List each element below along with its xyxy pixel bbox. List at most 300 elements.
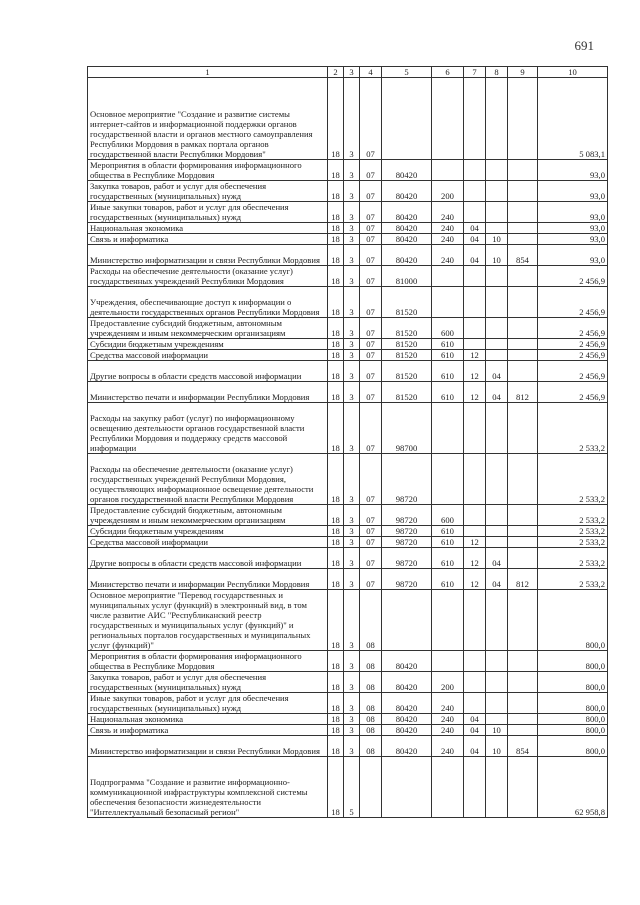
- code-col-8: [486, 403, 508, 454]
- code-col-3: 3: [344, 202, 360, 223]
- code-col-9: [508, 537, 538, 548]
- amount-cell: 800,0: [538, 590, 608, 651]
- code-col-6: [432, 78, 464, 160]
- code-col-7: [464, 672, 486, 693]
- row-label: Иные закупки товаров, работ и услуг для обеспечения государственных (муниципальных) нужд: [88, 693, 328, 714]
- code-col-4: [360, 757, 382, 818]
- code-col-2: 18: [328, 223, 344, 234]
- code-col-3: 5: [344, 757, 360, 818]
- code-col-6: 240: [432, 693, 464, 714]
- code-col-3: 3: [344, 78, 360, 160]
- code-col-9: [508, 202, 538, 223]
- code-col-5: 98720: [382, 537, 432, 548]
- code-col-6: 610: [432, 350, 464, 361]
- table-row: [88, 160, 608, 181]
- code-col-3: 3: [344, 736, 360, 757]
- row-label: Другие вопросы в области средств массовой информации: [88, 548, 328, 569]
- code-col-9: [508, 361, 538, 382]
- amount-cell: 2 533,2: [538, 403, 608, 454]
- amount-cell: 2 533,2: [538, 537, 608, 548]
- code-col-9: [508, 403, 538, 454]
- row-label: Мероприятия в области формирования информационного общества в Республике Мордовия: [88, 651, 328, 672]
- code-col-8: [486, 181, 508, 202]
- code-col-5: 80420: [382, 725, 432, 736]
- table-row: [88, 569, 608, 590]
- code-col-3: 3: [344, 223, 360, 234]
- code-col-8: 04: [486, 382, 508, 403]
- row-label: Министерство печати и информации Республики Мордовия: [88, 569, 328, 590]
- code-col-4: 08: [360, 714, 382, 725]
- amount-cell: 93,0: [538, 202, 608, 223]
- row-label: Средства массовой информации: [88, 537, 328, 548]
- code-col-7: [464, 318, 486, 339]
- code-col-3: 3: [344, 287, 360, 318]
- code-col-6: 240: [432, 714, 464, 725]
- table-row: [88, 714, 608, 725]
- row-label: Субсидии бюджетным учреждениям: [88, 339, 328, 350]
- code-col-2: 18: [328, 505, 344, 526]
- code-col-3: 3: [344, 590, 360, 651]
- code-col-3: 3: [344, 725, 360, 736]
- code-col-7: 04: [464, 725, 486, 736]
- code-col-4: 07: [360, 234, 382, 245]
- code-col-5: 81520: [382, 382, 432, 403]
- code-col-6: 610: [432, 339, 464, 350]
- code-col-4: 08: [360, 736, 382, 757]
- code-col-3: 3: [344, 537, 360, 548]
- code-col-8: [486, 693, 508, 714]
- code-col-7: [464, 505, 486, 526]
- code-col-6: 240: [432, 736, 464, 757]
- code-col-6: 200: [432, 672, 464, 693]
- amount-cell: 93,0: [538, 223, 608, 234]
- code-col-7: 04: [464, 234, 486, 245]
- code-col-2: 18: [328, 569, 344, 590]
- code-col-5: 80420: [382, 160, 432, 181]
- amount-cell: 2 456,9: [538, 382, 608, 403]
- code-col-6: 610: [432, 548, 464, 569]
- code-col-2: 18: [328, 590, 344, 651]
- code-col-9: [508, 714, 538, 725]
- code-col-9: 812: [508, 382, 538, 403]
- amount-cell: 800,0: [538, 725, 608, 736]
- table-row: [88, 548, 608, 569]
- row-label: Министерство информатизации и связи Республики Мордовия: [88, 736, 328, 757]
- code-col-5: 98720: [382, 526, 432, 537]
- row-label: Расходы на закупку работ (услуг) по информационному освещению деятельности органов государственной власти Республики Мордовия и поддержку средств массовой информации: [88, 403, 328, 454]
- code-col-3: 3: [344, 403, 360, 454]
- code-col-6: 610: [432, 537, 464, 548]
- code-col-3: 3: [344, 454, 360, 505]
- code-col-7: 12: [464, 382, 486, 403]
- code-col-6: [432, 757, 464, 818]
- code-col-6: 600: [432, 505, 464, 526]
- code-col-3: 3: [344, 526, 360, 537]
- page-number: 691: [574, 38, 594, 53]
- code-col-2: 18: [328, 160, 344, 181]
- code-col-5: 81520: [382, 339, 432, 350]
- code-col-4: 07: [360, 350, 382, 361]
- row-label: Национальная экономика: [88, 714, 328, 725]
- code-col-5: 80420: [382, 181, 432, 202]
- budget-table: [87, 66, 608, 818]
- code-col-5: 98700: [382, 403, 432, 454]
- code-col-8: 10: [486, 725, 508, 736]
- code-col-8: [486, 537, 508, 548]
- code-col-8: [486, 78, 508, 160]
- code-col-5: [382, 590, 432, 651]
- code-col-7: [464, 526, 486, 537]
- row-label: Другие вопросы в области средств массовой информации: [88, 361, 328, 382]
- code-col-7: [464, 287, 486, 318]
- code-col-6: 240: [432, 234, 464, 245]
- code-col-4: 07: [360, 505, 382, 526]
- amount-cell: 800,0: [538, 672, 608, 693]
- table-row: [88, 537, 608, 548]
- code-col-8: [486, 590, 508, 651]
- row-label: Учреждения, обеспечивающие доступ к информации о деятельности государственных органов Республики Мордовия: [88, 287, 328, 318]
- code-col-2: 18: [328, 454, 344, 505]
- code-col-5: 98720: [382, 454, 432, 505]
- code-col-9: [508, 181, 538, 202]
- code-col-5: 80420: [382, 672, 432, 693]
- code-col-6: [432, 403, 464, 454]
- code-col-8: [486, 318, 508, 339]
- code-col-5: 80420: [382, 234, 432, 245]
- code-col-6: 200: [432, 181, 464, 202]
- code-col-9: [508, 454, 538, 505]
- code-col-2: 18: [328, 403, 344, 454]
- code-col-3: 3: [344, 693, 360, 714]
- code-col-4: 07: [360, 223, 382, 234]
- row-label: Национальная экономика: [88, 223, 328, 234]
- code-col-8: 10: [486, 234, 508, 245]
- table-row: [88, 245, 608, 266]
- table-row: [88, 382, 608, 403]
- code-col-2: 18: [328, 202, 344, 223]
- code-col-8: [486, 339, 508, 350]
- code-col-6: 610: [432, 361, 464, 382]
- column-header: 4: [360, 67, 382, 78]
- code-col-7: 04: [464, 714, 486, 725]
- code-col-5: 80420: [382, 202, 432, 223]
- code-col-6: 600: [432, 318, 464, 339]
- code-col-3: 3: [344, 505, 360, 526]
- code-col-4: 07: [360, 403, 382, 454]
- code-col-6: 610: [432, 382, 464, 403]
- code-col-3: 3: [344, 350, 360, 361]
- code-col-7: [464, 454, 486, 505]
- code-col-3: 3: [344, 548, 360, 569]
- code-col-5: 80420: [382, 714, 432, 725]
- code-col-9: [508, 223, 538, 234]
- column-header: 1: [88, 67, 328, 78]
- table-row: [88, 672, 608, 693]
- code-col-7: 12: [464, 350, 486, 361]
- code-col-9: [508, 78, 538, 160]
- table-row: [88, 350, 608, 361]
- amount-cell: 800,0: [538, 651, 608, 672]
- code-col-2: 18: [328, 318, 344, 339]
- row-label: Предоставление субсидий бюджетным, автономным учреждениям и иным некоммерческим организациям: [88, 505, 328, 526]
- code-col-8: 04: [486, 361, 508, 382]
- code-col-9: 812: [508, 569, 538, 590]
- code-col-3: 3: [344, 318, 360, 339]
- column-header: 9: [508, 67, 538, 78]
- table-row: [88, 454, 608, 505]
- amount-cell: 93,0: [538, 245, 608, 266]
- code-col-4: 07: [360, 202, 382, 223]
- code-col-7: [464, 160, 486, 181]
- code-col-3: 3: [344, 382, 360, 403]
- code-col-3: 3: [344, 569, 360, 590]
- code-col-4: 08: [360, 725, 382, 736]
- code-col-3: 3: [344, 339, 360, 350]
- code-col-8: [486, 160, 508, 181]
- amount-cell: 2 533,2: [538, 505, 608, 526]
- code-col-4: 08: [360, 693, 382, 714]
- code-col-4: 07: [360, 318, 382, 339]
- code-col-8: [486, 505, 508, 526]
- row-label: Субсидии бюджетным учреждениям: [88, 526, 328, 537]
- code-col-5: [382, 757, 432, 818]
- code-col-6: 240: [432, 223, 464, 234]
- table-header-row: [88, 67, 608, 78]
- code-col-9: [508, 672, 538, 693]
- column-header: 2: [328, 67, 344, 78]
- code-col-2: 18: [328, 526, 344, 537]
- code-col-6: 610: [432, 526, 464, 537]
- table-row: [88, 78, 608, 160]
- code-col-6: 240: [432, 725, 464, 736]
- code-col-4: 07: [360, 181, 382, 202]
- code-col-8: [486, 287, 508, 318]
- code-col-2: 18: [328, 350, 344, 361]
- amount-cell: 5 083,1: [538, 78, 608, 160]
- code-col-7: 12: [464, 548, 486, 569]
- column-header: 10: [538, 67, 608, 78]
- row-label: Основное мероприятие "Создание и развитие системы интернет-сайтов и информационной поддержки органов государственной власти и органов местного самоуправления Республики Мордовия в рамках портала органов государственной власти Республики Мордовия": [88, 78, 328, 160]
- code-col-3: 3: [344, 245, 360, 266]
- table-row: [88, 287, 608, 318]
- code-col-7: [464, 651, 486, 672]
- code-col-5: 98720: [382, 548, 432, 569]
- code-col-5: 81520: [382, 287, 432, 318]
- code-col-9: [508, 287, 538, 318]
- code-col-2: 18: [328, 537, 344, 548]
- code-col-5: 81520: [382, 350, 432, 361]
- code-col-5: 81520: [382, 318, 432, 339]
- code-col-4: 07: [360, 537, 382, 548]
- amount-cell: 800,0: [538, 693, 608, 714]
- code-col-9: [508, 266, 538, 287]
- code-col-3: 3: [344, 651, 360, 672]
- code-col-7: 12: [464, 361, 486, 382]
- table-row: [88, 318, 608, 339]
- code-col-6: 240: [432, 202, 464, 223]
- code-col-7: [464, 590, 486, 651]
- table-row: [88, 361, 608, 382]
- code-col-7: [464, 339, 486, 350]
- code-col-5: 80420: [382, 651, 432, 672]
- code-col-7: 12: [464, 537, 486, 548]
- code-col-8: 04: [486, 569, 508, 590]
- amount-cell: 2 456,9: [538, 361, 608, 382]
- column-header: 5: [382, 67, 432, 78]
- code-col-2: 18: [328, 339, 344, 350]
- code-col-3: 3: [344, 672, 360, 693]
- table-row: [88, 339, 608, 350]
- code-col-4: 07: [360, 454, 382, 505]
- row-label: Министерство информатизации и связи Республики Мордовия: [88, 245, 328, 266]
- code-col-5: 80420: [382, 245, 432, 266]
- row-label: Связь и информатика: [88, 234, 328, 245]
- code-col-8: 10: [486, 736, 508, 757]
- code-col-6: [432, 590, 464, 651]
- code-col-5: 81520: [382, 361, 432, 382]
- code-col-4: 07: [360, 160, 382, 181]
- code-col-8: 04: [486, 548, 508, 569]
- code-col-2: 18: [328, 78, 344, 160]
- code-col-7: [464, 181, 486, 202]
- code-col-9: [508, 526, 538, 537]
- code-col-4: 07: [360, 548, 382, 569]
- code-col-7: [464, 693, 486, 714]
- code-col-3: 3: [344, 160, 360, 181]
- code-col-8: [486, 223, 508, 234]
- code-col-7: 04: [464, 223, 486, 234]
- table-row: [88, 736, 608, 757]
- code-col-6: [432, 287, 464, 318]
- table-row: [88, 202, 608, 223]
- code-col-9: [508, 725, 538, 736]
- row-label: Расходы на обеспечение деятельности (оказание услуг) государственных учреждений Республики Мордовия: [88, 266, 328, 287]
- code-col-2: 18: [328, 266, 344, 287]
- code-col-6: 240: [432, 245, 464, 266]
- code-col-2: 18: [328, 757, 344, 818]
- code-col-9: [508, 318, 538, 339]
- code-col-2: 18: [328, 245, 344, 266]
- code-col-4: 07: [360, 361, 382, 382]
- code-col-8: [486, 350, 508, 361]
- code-col-7: [464, 202, 486, 223]
- code-col-7: [464, 266, 486, 287]
- code-col-4: 07: [360, 526, 382, 537]
- code-col-5: 98720: [382, 569, 432, 590]
- code-col-5: 80420: [382, 223, 432, 234]
- table-row: [88, 693, 608, 714]
- amount-cell: 2 456,9: [538, 318, 608, 339]
- row-label: Закупка товаров, работ и услуг для обеспечения государственных (муниципальных) нужд: [88, 181, 328, 202]
- code-col-4: 07: [360, 78, 382, 160]
- column-header: 6: [432, 67, 464, 78]
- code-col-6: [432, 651, 464, 672]
- code-col-7: [464, 757, 486, 818]
- amount-cell: 93,0: [538, 160, 608, 181]
- table-row: [88, 526, 608, 537]
- code-col-2: 18: [328, 382, 344, 403]
- row-label: Основное мероприятие "Перевод государственных и муниципальных услуг (функций) в электронный вид, в том числе развитие АИС "Республиканский реестр государственных и муниципальных услуг (функций)" и региональных порталов государственных и муниципальных услуг (функций)": [88, 590, 328, 651]
- table-row: [88, 725, 608, 736]
- table-row: [88, 590, 608, 651]
- amount-cell: 2 533,2: [538, 569, 608, 590]
- code-col-3: 3: [344, 266, 360, 287]
- code-col-9: 854: [508, 736, 538, 757]
- code-col-2: 18: [328, 548, 344, 569]
- code-col-5: 81000: [382, 266, 432, 287]
- row-label: Подпрограмма "Создание и развитие информационно-коммуникационной инфраструктуры комплексной системы обеспечения безопасности жизнедеятельности "Интеллектуальный безопасный регион": [88, 757, 328, 818]
- code-col-8: [486, 757, 508, 818]
- row-label: Средства массовой информации: [88, 350, 328, 361]
- amount-cell: 800,0: [538, 736, 608, 757]
- amount-cell: 2 456,9: [538, 350, 608, 361]
- code-col-7: [464, 403, 486, 454]
- amount-cell: 800,0: [538, 714, 608, 725]
- code-col-2: 18: [328, 181, 344, 202]
- code-col-3: 3: [344, 714, 360, 725]
- row-label: Закупка товаров, работ и услуг для обеспечения государственных (муниципальных) нужд: [88, 672, 328, 693]
- table-row: [88, 223, 608, 234]
- code-col-6: 610: [432, 569, 464, 590]
- table-row: [88, 181, 608, 202]
- code-col-5: 80420: [382, 693, 432, 714]
- code-col-8: 10: [486, 245, 508, 266]
- code-col-5: 98720: [382, 505, 432, 526]
- amount-cell: 2 533,2: [538, 548, 608, 569]
- code-col-8: [486, 266, 508, 287]
- code-col-9: [508, 234, 538, 245]
- code-col-9: [508, 339, 538, 350]
- row-label: Связь и информатика: [88, 725, 328, 736]
- row-label: Расходы на обеспечение деятельности (оказание услуг) государственных учреждений Республики Мордовия, осуществляющих информационное освещение деятельности органов государственной власти Республики Мордовия: [88, 454, 328, 505]
- row-label: Мероприятия в области формирования информационного общества в Республике Мордовия: [88, 160, 328, 181]
- code-col-9: [508, 548, 538, 569]
- amount-cell: 2 456,9: [538, 287, 608, 318]
- code-col-9: [508, 757, 538, 818]
- amount-cell: 2 533,2: [538, 526, 608, 537]
- code-col-2: 18: [328, 725, 344, 736]
- code-col-7: 04: [464, 736, 486, 757]
- code-col-2: 18: [328, 714, 344, 725]
- code-col-2: 18: [328, 287, 344, 318]
- code-col-6: [432, 454, 464, 505]
- code-col-2: 18: [328, 672, 344, 693]
- row-label: Предоставление субсидий бюджетным, автономным учреждениям и иным некоммерческим организациям: [88, 318, 328, 339]
- row-label: Министерство печати и информации Республики Мордовия: [88, 382, 328, 403]
- code-col-4: 08: [360, 590, 382, 651]
- code-col-2: 18: [328, 693, 344, 714]
- code-col-2: 18: [328, 736, 344, 757]
- column-header: 3: [344, 67, 360, 78]
- amount-cell: 93,0: [538, 181, 608, 202]
- column-header: 8: [486, 67, 508, 78]
- code-col-8: [486, 672, 508, 693]
- amount-cell: 2 456,9: [538, 339, 608, 350]
- code-col-4: 07: [360, 382, 382, 403]
- code-col-4: 08: [360, 651, 382, 672]
- code-col-3: 3: [344, 181, 360, 202]
- amount-cell: 2 456,9: [538, 266, 608, 287]
- table-row: [88, 651, 608, 672]
- code-col-8: [486, 202, 508, 223]
- code-col-8: [486, 454, 508, 505]
- code-col-3: 3: [344, 234, 360, 245]
- code-col-9: [508, 693, 538, 714]
- amount-cell: 2 533,2: [538, 454, 608, 505]
- code-col-4: 07: [360, 287, 382, 318]
- code-col-9: [508, 160, 538, 181]
- code-col-7: 12: [464, 569, 486, 590]
